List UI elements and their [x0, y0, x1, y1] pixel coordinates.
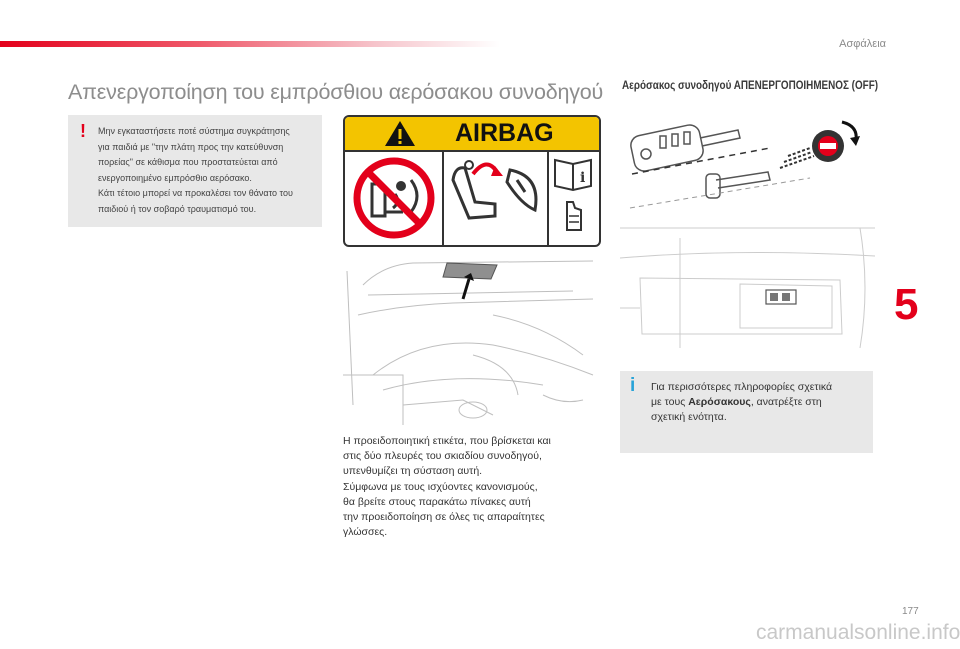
rotate-arrow-icon — [850, 136, 860, 146]
warning-text — [98, 124, 320, 217]
caption-line: θα βρείτε στους παρακάτω πίνακες αυτή — [343, 495, 531, 508]
info-line-pre: με τους — [651, 396, 689, 409]
airbag-word: AIRBAG — [455, 119, 554, 147]
page-title: Απενεργοποίηση του εμπρόσθιου αερόσακου συνοδηγού — [68, 80, 604, 104]
key-switch-illustration — [620, 108, 875, 348]
svg-text:i: i — [580, 170, 586, 186]
watermark: carmanualsonline.info — [756, 621, 960, 644]
airbag-warning-label — [343, 115, 601, 247]
airbag-label-pictograms — [345, 152, 599, 245]
warning-line: για παιδιά με "την πλάτη προς την κατεύθυνση — [98, 141, 284, 152]
no-child-seat-icon — [357, 161, 431, 235]
info-line: Για περισσότερες πληροφορίες σχετικά — [651, 381, 833, 393]
warning-box — [68, 115, 322, 227]
info-line-post: , ανατρέξτε στη — [750, 396, 822, 409]
airbag-label-header — [345, 117, 599, 152]
warning-line: Κάτι τέτοιο μπορεί να προκαλέσει τον θάνατο του — [98, 188, 293, 198]
airbags-link[interactable]: Αερόσακους — [688, 396, 751, 409]
warning-line: παιδιού ή τον σοβαρό τραυματισμό του. — [98, 203, 257, 214]
section-title: Ασφάλεια — [839, 38, 886, 50]
warning-line: Μην εγκαταστήσετε ποτέ σύστημα συγκράτησης — [98, 126, 290, 136]
caption-line: Σύμφωνα με τους ισχύοντες κανονισμούς, — [343, 480, 538, 493]
info-text — [651, 380, 865, 426]
warning-triangle-icon — [383, 119, 417, 148]
exclamation-icon: ! — [80, 121, 86, 141]
header-accent-bar — [0, 41, 500, 47]
airbag-deployment-icon — [453, 161, 536, 218]
info-line: σχετική ενότητα. — [651, 411, 727, 424]
info-box — [620, 371, 873, 453]
warning-line: πορείας" σε κάθισμα που προστατεύεται από — [98, 157, 278, 167]
warning-line: ενεργοποιημένο εμπρόσθιο αερόσακο. — [98, 172, 252, 183]
sun-visor-illustration — [343, 255, 598, 425]
info-line — [651, 395, 865, 410]
caption-line: γλώσσες. — [343, 526, 388, 539]
manual-info-icon — [555, 160, 591, 230]
page-number: 177 — [902, 606, 919, 617]
caption-line: την προειδοποίηση σε όλες τις απαραίτητες — [343, 511, 545, 524]
right-column-title: Αερόσακος συνοδηγού ΑΠΕΝΕΡΓΟΠΟΙΗΜΕΝΟΣ (OFF) — [622, 80, 879, 92]
caption-line: στις δύο πλευρές του σκιαδίου συνοδηγού, — [343, 450, 542, 463]
chapter-number: 5 — [894, 280, 919, 329]
label-caption — [343, 434, 598, 540]
caption-line: Η προειδοποιητική ετικέτα, που βρίσκεται και — [343, 435, 551, 447]
info-icon: i — [630, 375, 636, 396]
caption-line: υπενθυμίζει τη σύσταση αυτή. — [343, 465, 483, 478]
